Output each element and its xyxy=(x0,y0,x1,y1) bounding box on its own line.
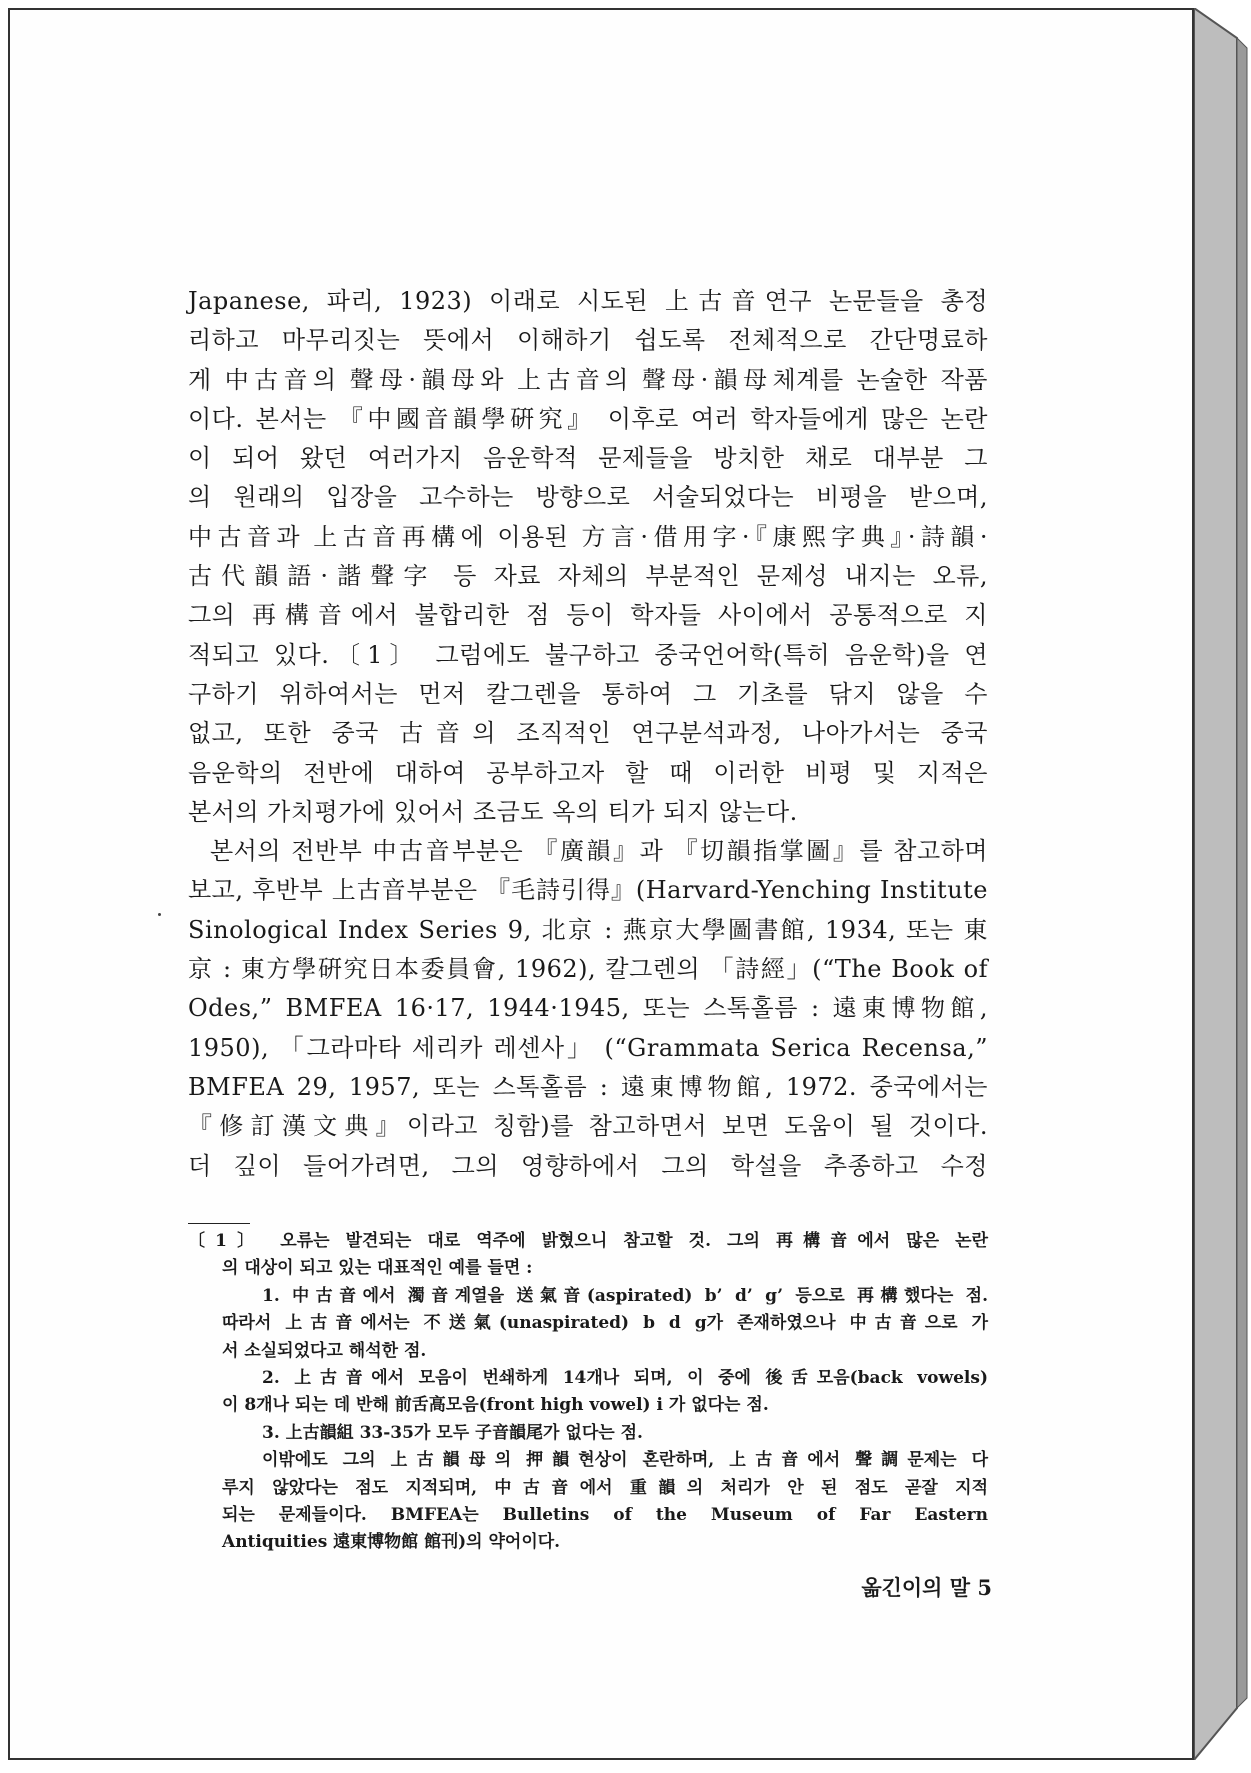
body-line: Odes,” BMFEA 16·17, 1944·1945, 또는 스톡홀름 : 遠東博物館, xyxy=(188,994,988,1023)
book-edge-shape xyxy=(1194,8,1249,1760)
body-line: 본서의 가치평가에 있어서 조금도 옥의 티가 되지 않는다. xyxy=(188,797,798,826)
footnote-line: 루지 않았다는 점도 지적되며, 中古音에서 重韻의 처리가 안 된 점도 곧잘 지적 xyxy=(222,1477,988,1498)
body-line: 의 원래의 입장을 고수하는 방향으로 서술되었다는 비평을 받으며, xyxy=(188,483,988,512)
footnote-line: 이밖에도 그의 上古韻母의 押韻현상이 혼란하며, 上古音에서 聲調문제는 다 xyxy=(262,1450,988,1471)
body-line: 구하기 위하여서는 먼저 칼그렌을 통하여 그 기초를 닦지 않을 수 xyxy=(188,679,988,708)
body-line: 그의 再構音에서 불합리한 점 등이 학자들 사이에서 공통적으로 지 xyxy=(188,601,988,630)
footnote-line: 따라서 上古音에서는 不送氣(unaspirated) b d g가 존재하였으나 中古音으로 가 xyxy=(222,1313,988,1334)
body-line: 古代韻語·諧聲字 등 자료 자체의 부분적인 문제성 내지는 오류, xyxy=(188,562,988,591)
body-line: 이다. 본서는 『中國音韻學硏究』 이후로 여러 학자들에게 많은 논란 xyxy=(188,404,988,433)
footnote-line: 의 대상이 되고 있는 대표적인 예를 들면 : xyxy=(222,1258,533,1279)
body-text xyxy=(188,282,988,1186)
body-line: 보고, 후반부 上古音부분은 『毛詩引得』(Harvard-Yenching Institute xyxy=(188,876,988,905)
body-line: 게 中古音의 聲母·韻母와 上古音의 聲母·韻母체계를 논술한 작품 xyxy=(188,365,988,394)
footnote-line: Antiquities 遠東博物館 館刊)의 약어이다. xyxy=(222,1532,561,1553)
body-line: BMFEA 29, 1957, 또는 스톡홀름 : 遠東博物館, 1972. 중국에서는 xyxy=(188,1072,988,1101)
body-line: 음운학의 전반에 대하여 공부하고자 할 때 이러한 비평 및 지적은 xyxy=(188,758,988,787)
footnote-line: 1. 中古音에서 濁音계열을 送氣音(aspirated) b’ d’ g’ 등으로 再構했다는 점. xyxy=(262,1285,988,1306)
body-line: 리하고 마무리짓는 뜻에서 이해하기 쉽도록 전체적으로 간단명료하 xyxy=(188,326,988,355)
body-line: 『修訂漢文典』이라고 칭함)를 참고하면서 보면 도움이 될 것이다. xyxy=(188,1112,988,1141)
footnote-line: 3. 上古韻組 33-35가 모두 子音韻尾가 없다는 점. xyxy=(262,1422,643,1443)
body-line: 적되고 있다.〔1〕 그럼에도 불구하고 중국언어학(특히 음운학)을 연 xyxy=(188,640,988,669)
scan-speck xyxy=(158,913,161,916)
footnote-line: 2. 上古音에서 모음이 번쇄하게 14개나 되며, 이 중에 後舌모음(back vowels) xyxy=(262,1368,988,1389)
body-line: 中古音과 上古音再構에 이용된 方言·借用字·『康熙字典』·詩韻· xyxy=(188,522,988,551)
footnote-line: 〔1〕 오류는 발견되는 대로 역주에 밝혔으니 참고할 것. 그의 再構音에서 많은 논란 xyxy=(188,1231,988,1251)
body-line: 1950), 「그라마타 세리카 레센사」 (“Grammata Serica Recensa,” xyxy=(188,1033,988,1062)
body-line: 이 되어 왔던 여러가지 음운학적 문제들을 방치한 채로 대부분 그 xyxy=(188,444,988,473)
footnote-line: 되는 문제들이다. BMFEA는 Bulletins of the Museum of Far Eastern xyxy=(222,1505,988,1526)
body-line: 본서의 전반부 中古音부분은 『廣韻』과 『切韻指掌圖』를 참고하며 xyxy=(210,837,988,866)
body-line: 京 : 東方學硏究日本委員會, 1962), 칼그렌의 「詩經」(“The Book of xyxy=(188,955,988,984)
body-line: 더 깊이 들어가려면, 그의 영향하에서 그의 학설을 추종하고 수정 xyxy=(188,1151,988,1180)
body-line: Sinological Index Series 9, 北京 : 燕京大學圖書館, 1934, 또는 東 xyxy=(188,915,988,944)
footnote-line: 서 소실되었다고 해석한 점. xyxy=(222,1340,427,1361)
page-footer: 옮긴이의 말 5 xyxy=(861,1575,992,1600)
footnote xyxy=(188,1228,988,1557)
body-line: Japanese, 파리, 1923) 이래로 시도된 上古音연구 논문들을 총정 xyxy=(188,287,988,315)
book-edge xyxy=(1194,8,1249,1760)
footnote-divider xyxy=(188,1223,250,1224)
body-line: 없고, 또한 중국 古音의 조직적인 연구분석과정, 나아가서는 중국 xyxy=(188,719,988,748)
footnote-line: 이 8개나 되는 데 반해 前舌高모음(front high vowel) i 가 없다는 점. xyxy=(222,1395,769,1416)
